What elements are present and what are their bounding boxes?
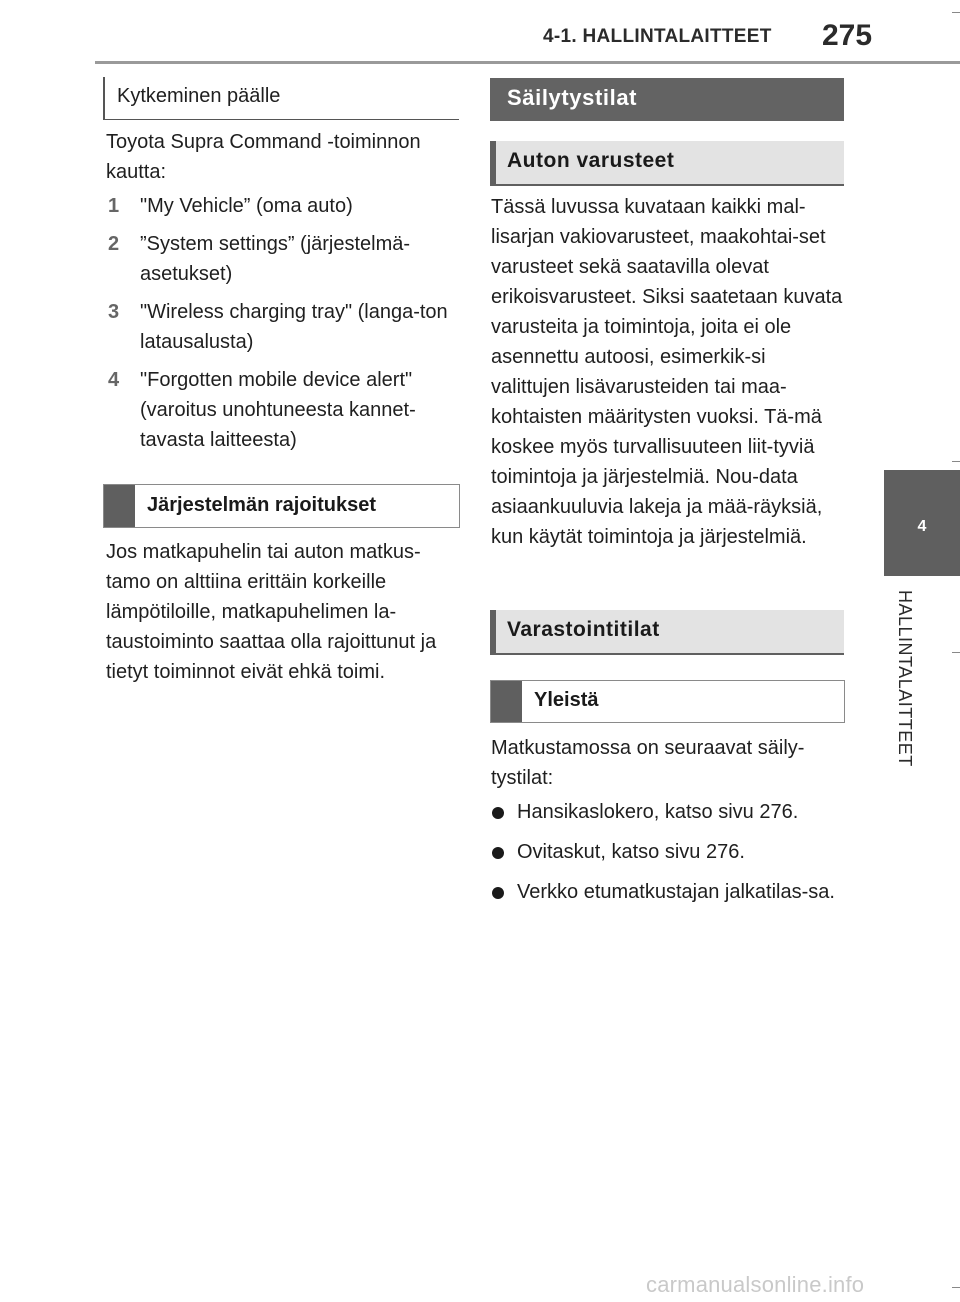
equipment-heading [490, 141, 844, 186]
watermark: carmanualsonline.info [646, 1272, 865, 1297]
switching-on-heading [103, 77, 459, 120]
heading-bar [104, 485, 135, 527]
page-number: 275 [822, 19, 873, 52]
heading-underline [490, 184, 844, 186]
step-number: 2 [108, 233, 120, 255]
steps-list [106, 191, 462, 463]
list-item [491, 797, 845, 827]
list-item [491, 877, 845, 907]
step-number: 1 [108, 195, 120, 217]
list-item-text: Hansikaslokero, katso sivu 276. [517, 801, 799, 823]
limits-heading-text: Järjestelmän rajoitukset [147, 494, 376, 516]
heading-bar [490, 610, 496, 655]
storage-spaces-heading-text: Varastointitilat [507, 618, 660, 641]
storage-list [491, 797, 845, 917]
heading-underline [103, 119, 459, 120]
storage-spaces-heading [490, 610, 844, 655]
section-title: 4-1. HALLINTALAITTEET [543, 26, 772, 47]
step-text: "My Vehicle” (oma auto) [140, 195, 353, 217]
heading-underline [490, 653, 844, 655]
crop-mark [952, 652, 960, 653]
bullet-icon [492, 847, 504, 859]
chapter-number: 4 [917, 518, 927, 535]
equipment-heading-text: Auton varusteet [507, 149, 675, 172]
equipment-paragraph: Tässä luvussa kuvataan kaikki mal-lisarjan vakiovarusteet, maakohtai-set varusteet sekä saatavilla olevat erikoisvarusteet. Siksi saatetaan kuvata varusteita ja toimintoja, joita ei ole asennettu autoosi, esimerkik-si valittujen lisävarusteiden tai maa-kohtaisten määritysten vuoksi. Tä-mä koskee myös turvallisuuteen liit-tyviä toimintoja ja järjestelmiä. Nou-data asiaankuuluvia lakeja ja mää-räyksiä, kun käytät toimintoja ja järjestelmiä. [491, 196, 843, 548]
header-rule [95, 61, 960, 64]
intro-paragraph: Toyota Supra Command -toiminnon kautta: [106, 131, 421, 183]
switching-on-heading-text: Kytkeminen päälle [117, 85, 281, 107]
heading-bar [491, 681, 522, 722]
storage-main-heading-text: Säilytystilat [507, 85, 638, 110]
crop-mark [952, 12, 960, 13]
general-heading-text: Yleistä [534, 689, 599, 711]
step-number: 3 [108, 301, 120, 323]
list-item-text: Verkko etumatkustajan jalkatilas-sa. [517, 881, 835, 903]
general-heading [490, 680, 845, 723]
limits-paragraph: Jos matkapuhelin tai auton matkus-tamo on alttiina erittäin korkeille lämpötiloille, matkapuhelimen la-taustoiminto saattaa olla rajoittunut ja tietyt toiminnot eivät ehkä toimi. [106, 541, 437, 683]
heading-bar [103, 77, 105, 120]
step-item [106, 365, 462, 455]
chapter-label: HALLINTALAITTEET [895, 590, 915, 767]
heading-bar [490, 141, 496, 186]
step-item [106, 229, 462, 289]
step-text: "Forgotten mobile device alert" (varoitus unohtuneesta kannet-tavasta laitteesta) [140, 369, 416, 451]
general-intro: Matkustamossa on seuraavat säily-tystilat: [491, 737, 805, 789]
step-item [106, 297, 462, 357]
step-text: "Wireless charging tray" (langa-ton latausalusta) [140, 301, 448, 353]
list-item-text: Ovitaskut, katso sivu 276. [517, 841, 745, 863]
limits-heading [103, 484, 460, 528]
bullet-icon [492, 807, 504, 819]
bullet-icon [492, 887, 504, 899]
crop-mark [952, 461, 960, 462]
step-text: ”System settings” (järjestelmä-asetukset) [140, 233, 411, 285]
crop-mark [952, 1287, 960, 1288]
storage-main-heading [490, 78, 844, 121]
step-item [106, 191, 462, 221]
step-number: 4 [108, 369, 120, 391]
list-item [491, 837, 845, 867]
